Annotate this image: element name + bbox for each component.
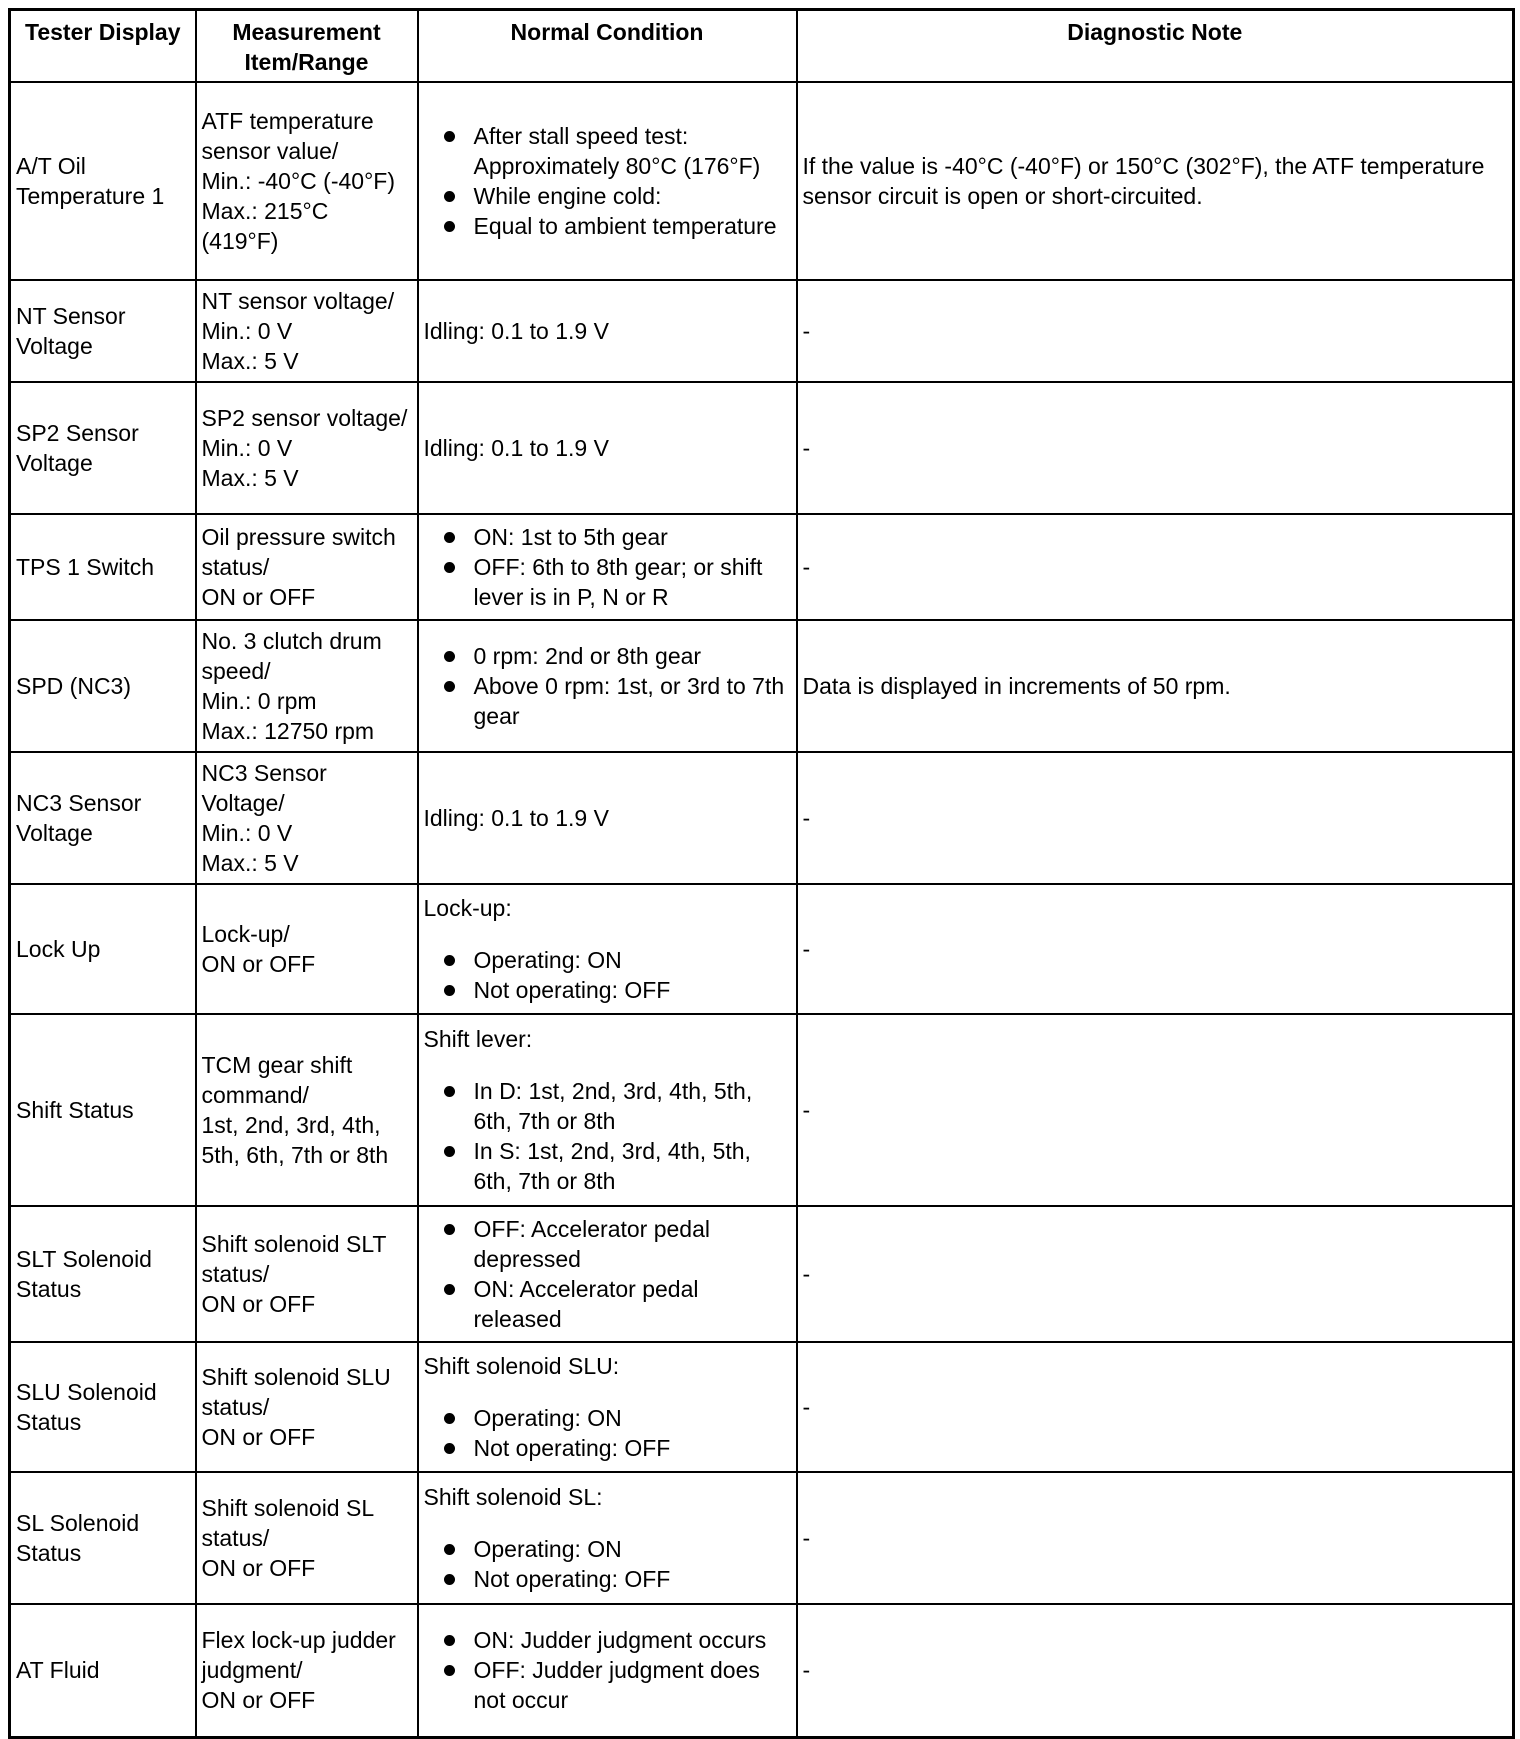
condition-intro: Shift lever:	[423, 1025, 533, 1052]
diagnostic-note-cell: -	[797, 1472, 1514, 1604]
condition-item: Not operating: OFF	[424, 975, 791, 1005]
table-row	[10, 1342, 1514, 1472]
table-row	[10, 82, 1514, 280]
tester-display-cell: SLT Solenoid Status	[10, 1206, 196, 1342]
measurement-line: Shift solenoid SLU status/	[201, 1363, 391, 1420]
measurement-line: No. 3 clutch drum speed/	[201, 627, 382, 684]
condition-intro: Idling: 0.1 to 1.9 V	[423, 317, 609, 344]
condition-list	[424, 522, 791, 612]
measurement-line: SP2 sensor voltage/	[201, 404, 408, 431]
condition-intro: Shift solenoid SL:	[423, 1483, 603, 1510]
table-row	[10, 514, 1514, 620]
diagnostic-note-cell: -	[797, 514, 1514, 620]
measurement-line: ON or OFF	[201, 950, 316, 977]
normal-condition-cell	[418, 1206, 797, 1342]
tester-display-cell: AT Fluid	[10, 1604, 196, 1738]
table-header-row	[10, 10, 1514, 82]
measurement-line: NT sensor voltage/	[201, 287, 395, 314]
diagnostic-note-cell: Data is displayed in increments of 50 rpm.	[797, 620, 1514, 752]
table-row	[10, 1206, 1514, 1342]
condition-intro: Lock-up:	[423, 894, 512, 921]
condition-item: In S: 1st, 2nd, 3rd, 4th, 5th, 6th, 7th or 8th	[424, 1136, 791, 1196]
condition-item: 0 rpm: 2nd or 8th gear	[424, 641, 791, 671]
normal-condition-cell	[418, 1604, 797, 1738]
measurement-cell	[196, 280, 418, 382]
condition-item: While engine cold:	[424, 181, 791, 211]
measurement-line: ATF temperature sensor value/	[201, 107, 374, 164]
normal-condition-cell	[418, 752, 797, 884]
tester-display-cell: TPS 1 Switch	[10, 514, 196, 620]
normal-condition-cell	[418, 884, 797, 1014]
tester-display-cell: SP2 Sensor Voltage	[10, 382, 196, 514]
header-measurement-item: Measurement Item/Range	[196, 10, 418, 82]
tester-display-cell: Shift Status	[10, 1014, 196, 1206]
header-diagnostic-note: Diagnostic Note	[797, 10, 1514, 82]
diagnostic-note-cell: -	[797, 752, 1514, 884]
normal-condition-cell	[418, 514, 797, 620]
measurement-line: ON or OFF	[201, 1687, 316, 1714]
diagnostic-note-cell: -	[797, 1014, 1514, 1206]
measurement-cell	[196, 1206, 418, 1342]
diagnostic-note-cell: If the value is -40°C (-40°F) or 150°C (302°F), the ATF temperature sensor circuit is open or short-circuited.	[797, 82, 1514, 280]
measurement-cell	[196, 620, 418, 752]
measurement-cell	[196, 752, 418, 884]
measurement-cell	[196, 514, 418, 620]
measurement-line: Min.: -40°C (-40°F)	[201, 167, 395, 194]
condition-item: OFF: Accelerator pedal depressed	[424, 1214, 791, 1274]
condition-list	[424, 1076, 791, 1196]
table-row	[10, 1472, 1514, 1604]
measurement-line: Oil pressure switch status/	[201, 523, 396, 580]
measurement-line: Max.: 215°C (419°F)	[201, 197, 329, 254]
tester-display-cell: NC3 Sensor Voltage	[10, 752, 196, 884]
condition-list	[424, 1403, 791, 1463]
condition-item: ON: Accelerator pedal released	[424, 1274, 791, 1334]
condition-intro: Shift solenoid SLU:	[423, 1352, 620, 1379]
condition-item: Not operating: OFF	[424, 1433, 791, 1463]
measurement-line: ON or OFF	[201, 1554, 316, 1581]
condition-list	[424, 1625, 791, 1715]
table-row	[10, 1604, 1514, 1738]
normal-condition-cell	[418, 82, 797, 280]
measurement-line: Min.: 0 V	[201, 434, 293, 461]
condition-item: Operating: ON	[424, 1534, 791, 1564]
diagnostic-note-cell: -	[797, 1206, 1514, 1342]
tester-display-cell: SL Solenoid Status	[10, 1472, 196, 1604]
measurement-cell	[196, 1472, 418, 1604]
measurement-line: Max.: 5 V	[201, 849, 299, 876]
condition-item: OFF: Judder judgment does not occur	[424, 1655, 791, 1715]
normal-condition-cell	[418, 1472, 797, 1604]
condition-list	[424, 945, 791, 1005]
condition-intro: Idling: 0.1 to 1.9 V	[423, 804, 609, 831]
measurement-line: ON or OFF	[201, 583, 316, 610]
condition-item: Above 0 rpm: 1st, or 3rd to 7th gear	[424, 671, 791, 731]
normal-condition-cell	[418, 620, 797, 752]
measurement-line: Min.: 0 V	[201, 819, 293, 846]
measurement-line: Flex lock-up judder judgment/	[201, 1627, 396, 1684]
diagnostic-note-cell: -	[797, 1342, 1514, 1472]
condition-item: Operating: ON	[424, 945, 791, 975]
normal-condition-cell	[418, 382, 797, 514]
condition-intro: Idling: 0.1 to 1.9 V	[423, 434, 609, 461]
condition-item: OFF: 6th to 8th gear; or shift lever is in P, N or R	[424, 552, 791, 612]
table-row	[10, 280, 1514, 382]
diagnostic-note-cell: -	[797, 884, 1514, 1014]
tester-display-cell: SPD (NC3)	[10, 620, 196, 752]
table-body	[10, 82, 1514, 1738]
measurement-line: Max.: 12750 rpm	[201, 717, 375, 744]
diagnostic-note-cell: -	[797, 1604, 1514, 1738]
measurement-line: Min.: 0 rpm	[201, 687, 317, 714]
condition-item: ON: Judder judgment occurs	[424, 1625, 791, 1655]
document-page	[8, 8, 1512, 1739]
condition-item: After stall speed test: Approximately 80°C (176°F)	[424, 121, 791, 181]
header-tester-display: Tester Display	[10, 10, 196, 82]
measurement-cell	[196, 1342, 418, 1472]
condition-item: Equal to ambient temperature	[424, 211, 791, 241]
measurement-cell	[196, 884, 418, 1014]
measurement-line: Lock-up/	[201, 920, 290, 947]
condition-item: Not operating: OFF	[424, 1564, 791, 1594]
header-normal-condition: Normal Condition	[418, 10, 797, 82]
tester-display-cell: SLU Solenoid Status	[10, 1342, 196, 1472]
measurement-cell	[196, 82, 418, 280]
tester-display-cell: NT Sensor Voltage	[10, 280, 196, 382]
measurement-line: Shift solenoid SLT status/	[201, 1230, 387, 1287]
measurement-line: ON or OFF	[201, 1290, 316, 1317]
measurement-line: 1st, 2nd, 3rd, 4th, 5th, 6th, 7th or 8th	[201, 1111, 389, 1168]
table-row	[10, 752, 1514, 884]
condition-item: In D: 1st, 2nd, 3rd, 4th, 5th, 6th, 7th or 8th	[424, 1076, 791, 1136]
condition-list	[424, 1214, 791, 1334]
measurement-cell	[196, 1014, 418, 1206]
data-list-table	[8, 8, 1515, 1739]
diagnostic-note-cell: -	[797, 280, 1514, 382]
table-row	[10, 620, 1514, 752]
measurement-cell	[196, 1604, 418, 1738]
table-row	[10, 382, 1514, 514]
measurement-cell	[196, 382, 418, 514]
measurement-line: TCM gear shift command/	[201, 1051, 353, 1108]
measurement-line: NC3 Sensor Voltage/	[201, 759, 327, 816]
normal-condition-cell	[418, 280, 797, 382]
condition-item: Operating: ON	[424, 1403, 791, 1433]
measurement-line: ON or OFF	[201, 1423, 316, 1450]
tester-display-cell: A/T Oil Temperature 1	[10, 82, 196, 280]
diagnostic-note-cell: -	[797, 382, 1514, 514]
table-row	[10, 1014, 1514, 1206]
tester-display-cell: Lock Up	[10, 884, 196, 1014]
measurement-line: Max.: 5 V	[201, 347, 299, 374]
condition-list	[424, 641, 791, 731]
normal-condition-cell	[418, 1342, 797, 1472]
measurement-line: Min.: 0 V	[201, 317, 293, 344]
condition-list	[424, 121, 791, 241]
measurement-line: Max.: 5 V	[201, 464, 299, 491]
condition-list	[424, 1534, 791, 1594]
measurement-line: Shift solenoid SL status/	[201, 1494, 374, 1551]
condition-item: ON: 1st to 5th gear	[424, 522, 791, 552]
normal-condition-cell	[418, 1014, 797, 1206]
table-row	[10, 884, 1514, 1014]
